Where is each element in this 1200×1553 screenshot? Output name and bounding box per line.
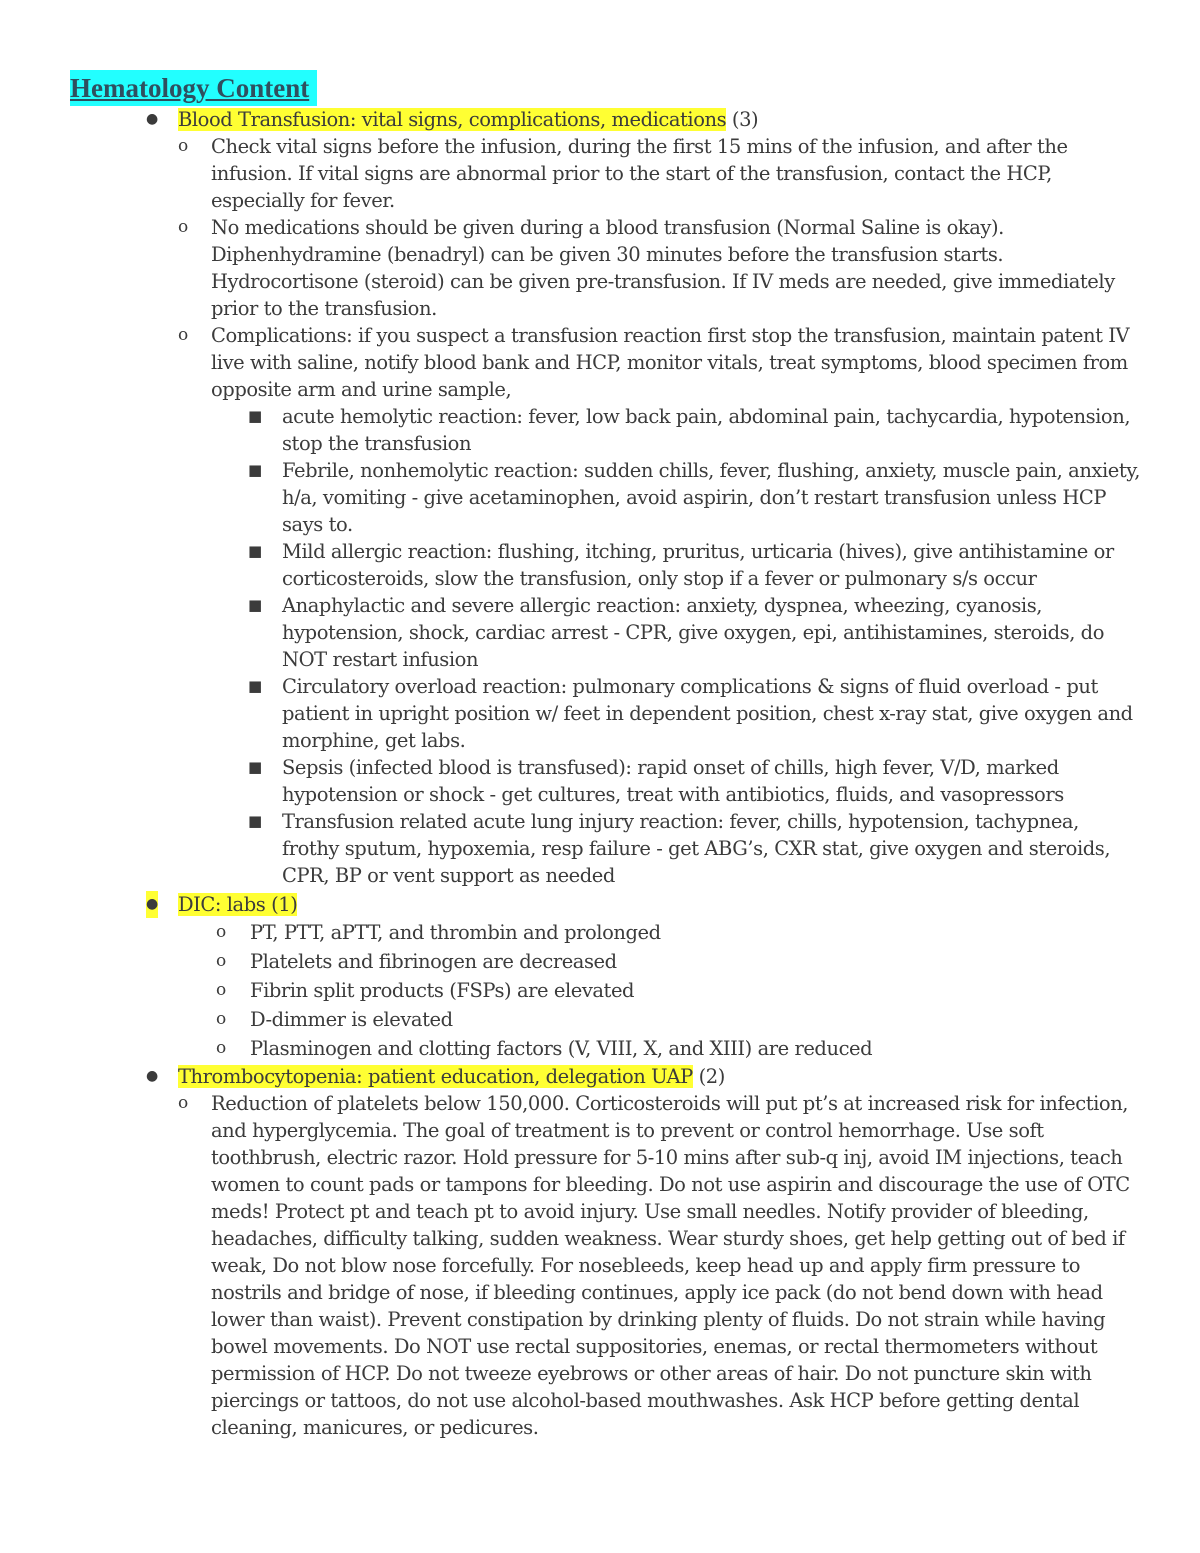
- list-item-text: Fibrin split products (FSPs) are elevated: [250, 979, 635, 1002]
- list-item-text: D-dimmer is elevated: [250, 1008, 453, 1031]
- list-item: [70, 538, 1140, 592]
- section-dic: [70, 891, 1140, 918]
- list-item: [70, 1034, 1140, 1063]
- list-item: [70, 918, 1140, 947]
- section-count: (3): [726, 108, 759, 131]
- list-item: [70, 403, 1140, 457]
- section-heading: DIC: labs (1): [178, 893, 298, 916]
- circle-bullet-icon: o: [178, 1093, 188, 1113]
- list-item: [70, 754, 1140, 808]
- list-item: [70, 808, 1140, 889]
- section-blood-transfusion: [70, 106, 1140, 133]
- section-heading: Thrombocytopenia: patient education, delegation UAP: [178, 1065, 693, 1088]
- bullet-icon: ●: [146, 891, 158, 918]
- list-item-text: acute hemolytic reaction: fever, low back pain, abdominal pain, tachycardia, hypotension, stop the transfusion: [282, 405, 1131, 455]
- list-item-text: Platelets and fibrinogen are decreased: [250, 950, 617, 973]
- bullet-icon: ●: [146, 1068, 158, 1084]
- bullet-icon: ●: [146, 111, 158, 127]
- circle-bullet-icon: o: [216, 951, 226, 971]
- section-count: (2): [692, 1065, 725, 1088]
- square-bullet-icon: ■: [248, 596, 262, 614]
- list-item-text: Transfusion related acute lung injury reaction: fever, chills, hypotension, tachypnea, frothy sputum, hypoxemia, resp failure - get ABG’s, CXR stat, give oxygen and steroids, CPR, BP or vent support as needed: [282, 810, 1111, 887]
- page-title: Hematology Content: [70, 70, 317, 106]
- list-item-text: Plasminogen and clotting factors (V, VIII, X, and XIII) are reduced: [250, 1037, 873, 1060]
- list-item: [70, 133, 1140, 214]
- list-item: [70, 947, 1140, 976]
- circle-bullet-icon: o: [216, 1038, 226, 1058]
- list-item: [70, 322, 1140, 403]
- section-thrombocytopenia: [70, 1063, 1140, 1090]
- square-bullet-icon: ■: [248, 407, 262, 425]
- list-item: [70, 592, 1140, 673]
- list-item: [70, 976, 1140, 1005]
- document-page: [70, 70, 1140, 1441]
- list-item-text: PT, PTT, aPTT, and thrombin and prolonged: [250, 921, 661, 944]
- square-bullet-icon: ■: [248, 542, 262, 560]
- list-item: [70, 457, 1140, 538]
- list-item-text: Sepsis (infected blood is transfused): rapid onset of chills, high fever, V/D, marked hypotension or shock - get cultures, treat with antibiotics, fluids, and vasopressors: [282, 756, 1064, 806]
- circle-bullet-icon: o: [178, 217, 188, 237]
- circle-bullet-icon: o: [216, 922, 226, 942]
- list-item-text: Mild allergic reaction: flushing, itching, pruritus, urticaria (hives), give antihistamine or corticosteroids, slow the transfusion, only stop if a fever or pulmonary s/s occur: [282, 540, 1114, 590]
- list-item: [70, 673, 1140, 754]
- square-bullet-icon: ■: [248, 461, 262, 479]
- list-item-text: No medications should be given during a blood transfusion (Normal Saline is okay). Diphenhydramine (benadryl) can be given 30 minutes before the transfusion starts. Hydrocortisone (steroid) can be given pre-transfusion. If IV meds are needed, give immediately prior to the transfusion.: [211, 216, 1115, 320]
- circle-bullet-icon: o: [178, 325, 188, 345]
- list-item-text: Anaphylactic and severe allergic reaction: anxiety, dyspnea, wheezing, cyanosis, hypotension, shock, cardiac arrest - CPR, give oxygen, epi, antihistamines, steroids, do NOT restart infusion: [282, 594, 1105, 671]
- list-item-text: Complications: if you suspect a transfusion reaction first stop the transfusion, maintain patent IV live with saline, notify blood bank and HCP, monitor vitals, treat symptoms, blood specimen from opposite arm and urine sample,: [211, 324, 1130, 401]
- circle-bullet-icon: o: [178, 136, 188, 156]
- square-bullet-icon: ■: [248, 758, 262, 776]
- list-item-text: Reduction of platelets below 150,000. Corticosteroids will put pt’s at increased risk for infection, and hyperglycemia. The goal of treatment is to prevent or control hemorrhage. Use soft toothbrush, electric razor. Hold pressure for 5-10 mins after sub-q inj, avoid IM injections, teach women to count pads or tampons for bleeding. Do not use aspirin and discourage the use of OTC meds! Protect pt and teach pt to avoid injury. Use small needles. Notify provider of bleeding, headaches, difficulty talking, sudden weakness. Wear sturdy shoes, get help getting out of bed if weak, Do not blow nose forcefully. For nosebleeds, keep head up and apply firm pressure to nostrils and bridge of nose, if bleeding continues, apply ice pack (do not bend down with head lower than waist). Prevent constipation by drinking plenty of fluids. Do not strain while having bowel movements. Do NOT use rectal suppositories, enemas, or rectal thermometers without permission of HCP. Do not tweeze eyebrows or other areas of hair. Do not puncture skin with piercings or tattoos, do not use alcohol-based mouthwashes. Ask HCP before getting dental cleaning, manicures, or pedicures.: [211, 1092, 1130, 1439]
- circle-bullet-icon: o: [216, 1009, 226, 1029]
- list-item: [70, 1005, 1140, 1034]
- square-bullet-icon: ■: [248, 677, 262, 695]
- list-item-text: Check vital signs before the infusion, during the first 15 mins of the infusion, and after the infusion. If vital signs are abnormal prior to the start of the transfusion, contact the HCP, especially for fever.: [211, 135, 1068, 212]
- circle-bullet-icon: o: [216, 980, 226, 1000]
- section-heading: Blood Transfusion: vital signs, complications, medications: [178, 108, 727, 131]
- list-item: [70, 214, 1140, 322]
- square-bullet-icon: ■: [248, 812, 262, 830]
- list-item-text: Circulatory overload reaction: pulmonary complications & signs of fluid overload - put patient in upright position w/ feet in dependent position, chest x-ray stat, give oxygen and morphine, get labs.: [282, 675, 1133, 752]
- list-item: [70, 1090, 1140, 1441]
- list-item-text: Febrile, nonhemolytic reaction: sudden chills, fever, flushing, anxiety, muscle pain, anxiety, h/a, vomiting - give acetaminophen, avoid aspirin, don’t restart transfusion unless HCP says to.: [282, 459, 1140, 536]
